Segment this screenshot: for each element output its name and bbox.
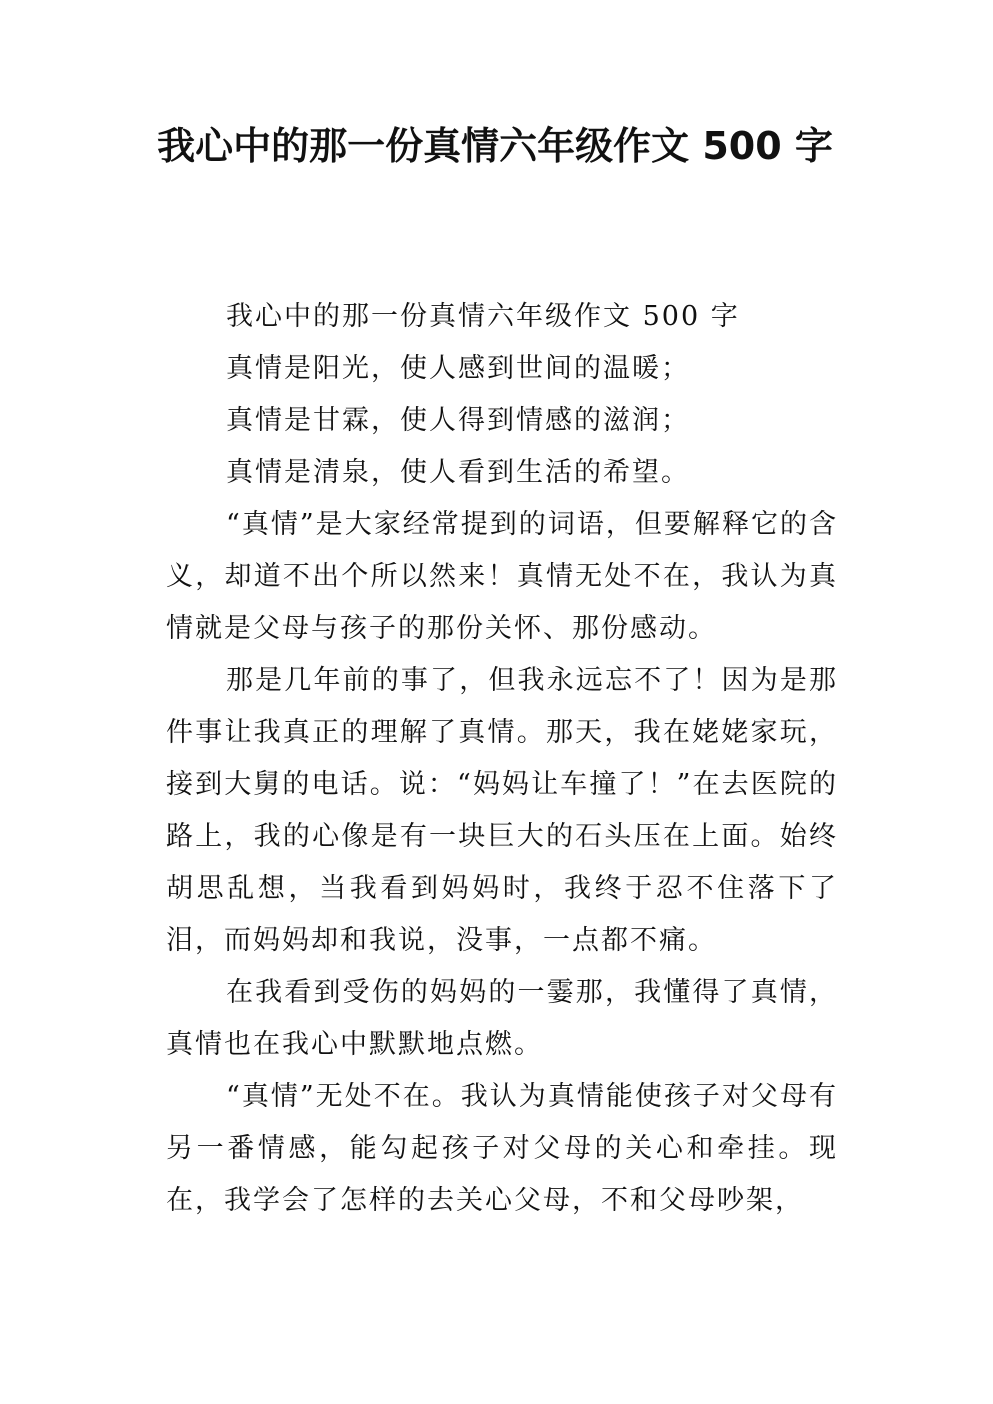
paragraph-subtitle: 我心中的那一份真情六年级作文 500 字 — [226, 301, 740, 332]
paragraph-story: 那是几年前的事了，但我永远忘不了！因为是那件事让我真正的理解了真情。那天，我在姥姥家玩，接到大舅的电话。说：“妈妈让车撞了！”在去医院的路上，我的心像是有一块巨大的石头压在上面。始终胡思乱想，当我看到妈妈时，我终于忍不住落下了泪，而妈妈却和我说，没事，一点都不痛。 — [166, 665, 838, 956]
document-title: 我心中的那一份真情六年级作文 500 字 — [157, 124, 833, 168]
paragraph-sunshine: 真情是阳光，使人感到世间的温暖； — [226, 353, 690, 384]
document-body — [166, 291, 838, 1227]
paragraph-spring: 真情是清泉，使人看到生活的希望。 — [226, 457, 690, 488]
paragraph-understanding: 在我看到受伤的妈妈的一霎那，我懂得了真情，真情也在我心中默默地点燃。 — [166, 977, 838, 1060]
paragraph-everywhere: “真情”无处不在。我认为真情能使孩子对父母有另一番情感，能勾起孩子对父母的关心和牵挂。现在，我学会了怎样的去关心父母，不和父母吵架， — [166, 1081, 838, 1216]
paragraph-meaning: “真情”是大家经常提到的词语，但要解释它的含义，却道不出个所以然来！真情无处不在，我认为真情就是父母与孩子的那份关怀、那份感动。 — [166, 509, 838, 644]
paragraph-rain: 真情是甘霖，使人得到情感的滋润； — [226, 405, 690, 436]
